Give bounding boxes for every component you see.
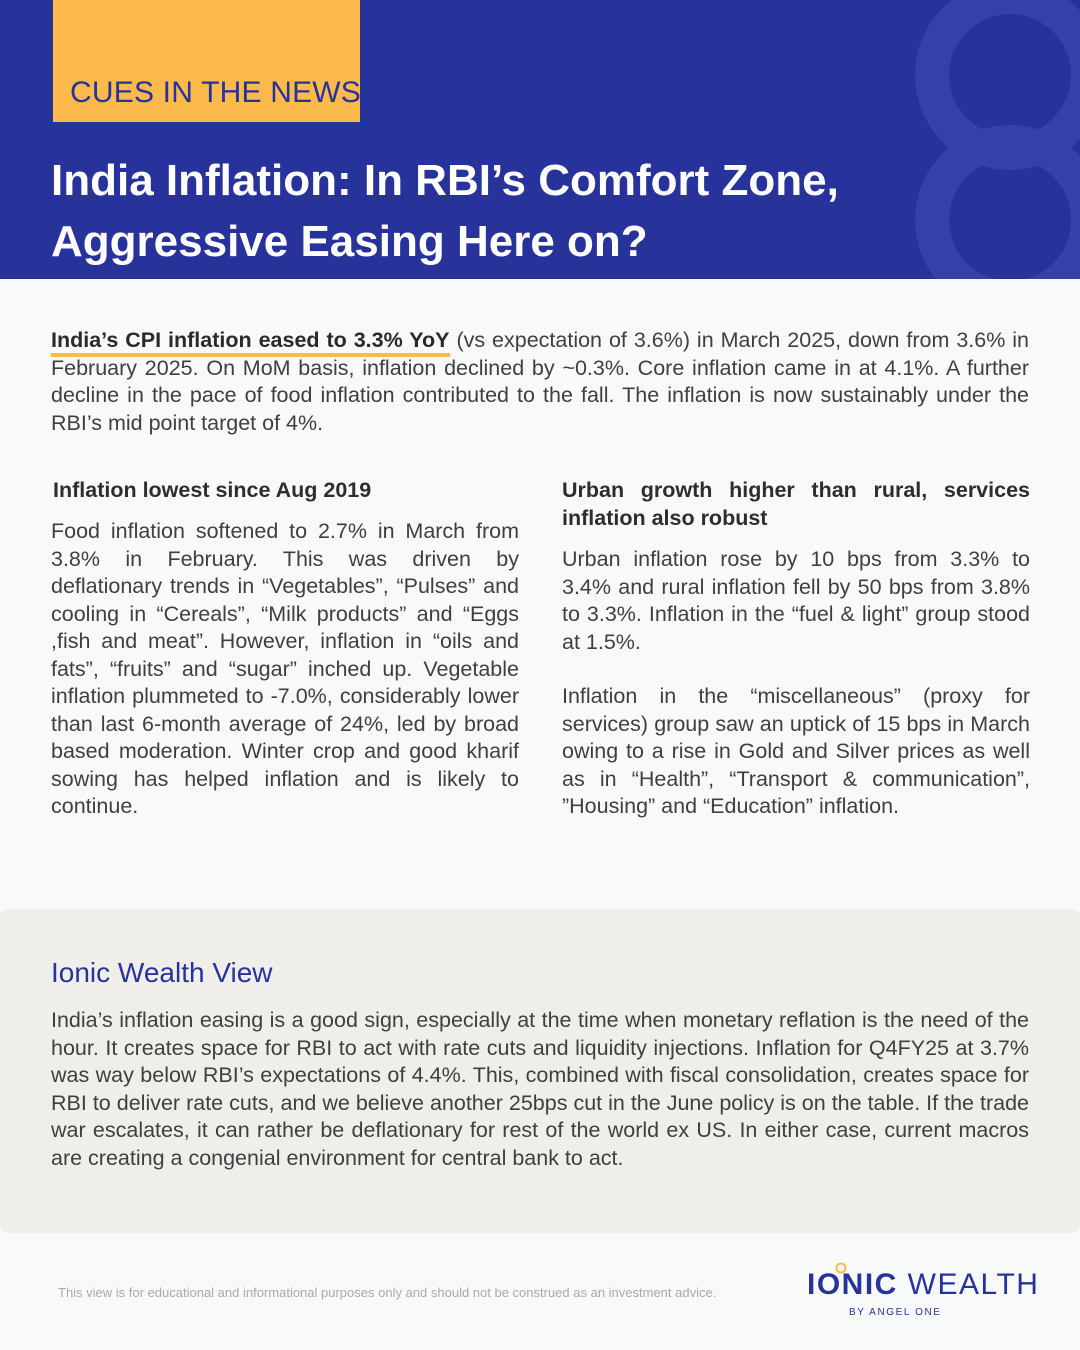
right-body-2: Inflation in the “miscellaneous” (proxy for services) group saw an uptick of 15 bps in March owing to a rise in Gold and Silver prices as well as in “Health”, “Transport & communication”, ”Housing” and “Education” inflation. bbox=[562, 684, 1030, 818]
section-tag bbox=[53, 0, 360, 122]
logo-subtitle: BY ANGEL ONE bbox=[849, 1307, 942, 1318]
logo-wordmark bbox=[807, 1268, 1039, 1302]
header-banner bbox=[0, 0, 1080, 279]
intro-paragraph bbox=[51, 327, 1029, 437]
left-heading: Inflation lowest since Aug 2019 bbox=[53, 478, 372, 502]
view-heading: Ionic Wealth View bbox=[51, 957, 273, 988]
left-body: Food inflation softened to 2.7% in March from 3.8% in February. This was driven by deflationary trends in “Vegetables”, “Pulses” and cooling in “Cereals”, “Milk products” and “Eggs ,fish and meat”. However, inflation in “oils and fats”, “fruits” and “sugar” inched up. Vegetable inflation plummeted to -7.0%, considerably lower than last 6-month average of 24%, led by broad based moderation. Winter crop and good kharif sowing has helped inflation and is likely to continue. bbox=[51, 519, 519, 818]
left-column bbox=[51, 476, 519, 821]
logo-wordmark-bold: IONIC bbox=[807, 1268, 898, 1301]
page-title bbox=[51, 150, 1031, 272]
right-column bbox=[562, 476, 1030, 821]
view-body: India’s inflation easing is a good sign, especially at the time when monetary reflation is the need of the hour. It creates space for RBI to act with rate cuts and liquidity injections. Inflation for Q4FY25 at 3.7% was way below RBI’s expectations of 4.4%. This, combined with fiscal consolidation, creates space for RBI to deliver rate cuts, and we believe another 25bps cut in the June policy is on the table. If the trade war escalates, it can rather be deflationary for rest of the world ex US. In either case, current macros are creating a congenial environment for central bank to act. bbox=[51, 1008, 1029, 1170]
section-tag-label: CUES IN THE NEWS bbox=[70, 76, 362, 109]
intro-text: (vs expectation of 3.6%) in March 2025, down from 3.6% in February 2025. On MoM basis, inflation declined by ~0.3%. Core inflation came in at 4.1%. A further decline in the pace of food inflation contributed to the fall. The inflation is now sustainably under the RBI’s mid point target of 4%. bbox=[51, 328, 1030, 435]
ionic-wealth-logo bbox=[807, 1262, 1040, 1322]
right-body-1: Urban inflation rose by 10 bps from 3.3% to 3.4% and rural inflation fell by 50 bps from 3.8% to 3.3%. Inflation in the “fuel & light” group stood at 1.5%. bbox=[562, 547, 1030, 654]
logo-wordmark-light: WEALTH bbox=[897, 1268, 1040, 1301]
intro-highlight: India’s CPI inflation eased to 3.3% YoY bbox=[51, 328, 450, 357]
ionic-wealth-view-panel bbox=[0, 909, 1080, 1233]
disclaimer: This view is for educational and informational purposes only and should not be construed as an investment advice. bbox=[58, 1285, 717, 1300]
page-title-line2: Aggressive Easing Here on? bbox=[51, 217, 648, 266]
page-title-line1: India Inflation: In RBI’s Comfort Zone, bbox=[51, 156, 839, 205]
right-heading: Urban growth higher than rural, services inflation also robust bbox=[562, 478, 1030, 530]
